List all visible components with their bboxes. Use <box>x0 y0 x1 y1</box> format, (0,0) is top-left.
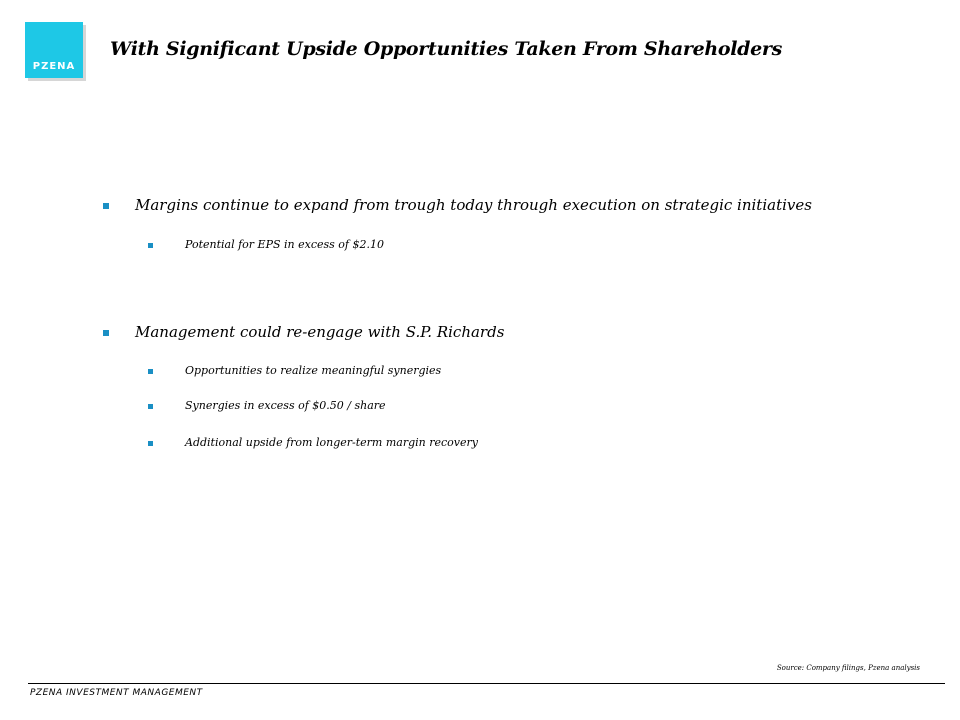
sub-bullet-text: Synergies in excess of $0.50 / share <box>185 399 386 412</box>
sub-bullet-text: Potential for EPS in excess of $2.10 <box>185 238 384 251</box>
bullet-management <box>103 323 504 341</box>
footer-divider <box>28 683 945 684</box>
pzena-logo <box>25 22 83 78</box>
bullet-square-icon <box>103 203 109 209</box>
sub-bullet-margin-recovery <box>148 436 478 449</box>
sub-bullet-synergy-amount <box>148 399 386 412</box>
bullet-text: Management could re-engage with S.P. Richards <box>135 323 505 341</box>
footer-company-name: PZENA INVESTMENT MANAGEMENT <box>30 688 203 698</box>
sub-bullet-text: Additional upside from longer-term margin recovery <box>185 436 478 449</box>
bullet-margins <box>103 196 812 214</box>
source-note: Source: Company filings, Pzena analysis <box>776 664 920 672</box>
bullet-square-icon <box>148 441 153 446</box>
bullet-text: Margins continue to expand from trough today through execution on strategic initiatives <box>135 196 812 214</box>
bullet-square-icon <box>103 330 109 336</box>
sub-bullet-synergies <box>148 364 441 377</box>
bullet-square-icon <box>148 369 153 374</box>
bullet-square-icon <box>148 243 153 248</box>
logo-text: PZENA <box>32 61 76 72</box>
sub-bullet-text: Opportunities to realize meaningful synergies <box>185 364 442 377</box>
sub-bullet-eps <box>148 238 384 251</box>
slide-title: With Significant Upside Opportunities Taken From Shareholders <box>110 38 783 60</box>
bullet-square-icon <box>148 404 153 409</box>
